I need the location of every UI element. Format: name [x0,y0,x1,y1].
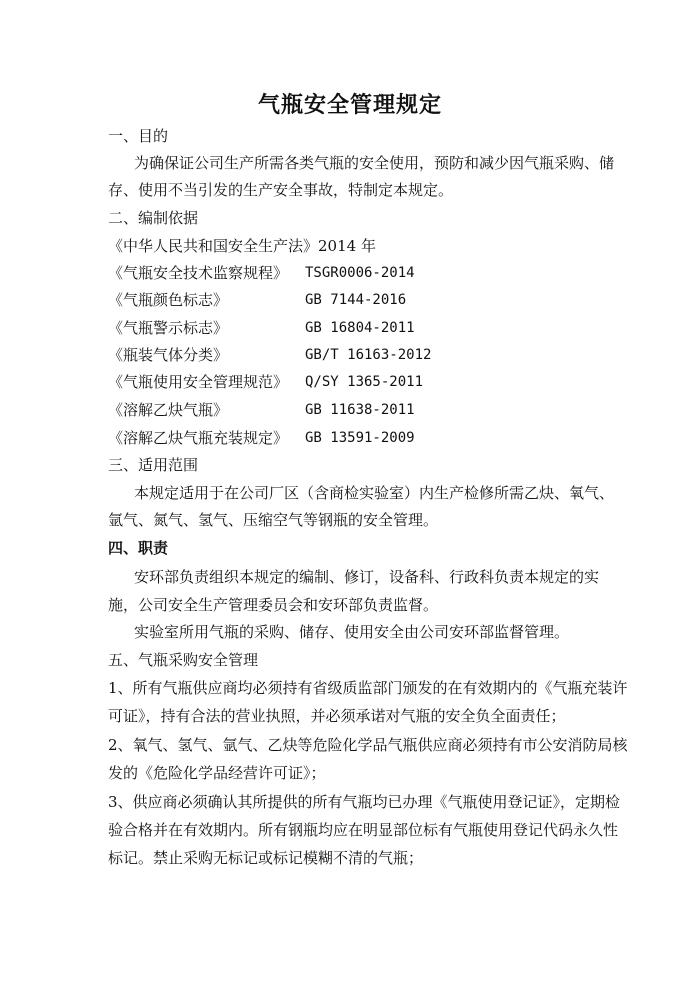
section-heading-scope: 三、适用范围 [108,456,199,474]
section-heading-responsibilities: 四、职责 [108,539,169,557]
reference-name: 《瓶装气体分类》 [108,346,229,364]
reference-code: GB/T 16163-2012 [305,347,432,363]
paragraph-line: 3、供应商必须确认其所提供的所有气瓶均已办理《气瓶使用登记证》，定期检 [108,793,621,811]
law-reference: 《中华人民共和国安全生产法》2014 年 [108,237,376,255]
reference-name: 《气瓶警示标志》 [108,319,229,337]
paragraph-line: 实验室所用气瓶的采购、储存、使用安全由公司安环部监督管理。 [134,623,570,641]
paragraph-line: 安环部负责组织本规定的编制、修订，设备科、行政科负责本规定的实 [134,568,600,586]
reference-code: TSGR0006-2014 [305,265,415,281]
reference-name: 《溶解乙炔气瓶》 [108,401,229,419]
section-heading-purpose: 一、目的 [108,127,169,145]
document-title: 气瓶安全管理规定 [257,93,442,118]
paragraph-line: 标记。禁止采购无标记或标记模糊不清的气瓶； [108,849,424,867]
paragraph-line: 验合格并在有效期内。所有钢瓶均应在明显部位标有气瓶使用登记代码永久性 [108,821,619,839]
reference-name: 《气瓶安全技术监察规程》 [108,264,289,282]
paragraph-line: 施，公司安全生产管理委员会和安环部负责监督。 [108,596,439,614]
paragraph-line: 本规定适用于在公司厂区（含商检实验室）内生产检修所需乙炔、氧气、 [134,484,615,502]
paragraph-line: 2、氧气、氢气、氩气、乙炔等危险化学品气瓶供应商必须持有市公安消防局核 [108,736,628,754]
paragraph-line: 可证》，持有合法的营业执照，并必须承诺对气瓶的安全负全面责任； [108,707,566,725]
reference-code: GB 13591-2009 [305,430,415,446]
paragraph-line: 1、所有气瓶供应商均必须持有省级质监部门颁发的在有效期内的《气瓶充装许 [108,679,628,697]
reference-name: 《溶解乙炔气瓶充装规定》 [108,429,289,447]
reference-name: 《气瓶颜色标志》 [108,291,229,309]
reference-name: 《气瓶使用安全管理规范》 [108,373,289,391]
section-heading-basis: 二、编制依据 [108,209,199,227]
reference-code: GB 7144-2016 [305,292,407,308]
paragraph-line: 发的《危险化学品经营许可证》； [108,764,326,782]
paragraph-line: 存、使用不当引发的生产安全事故，特制定本规定。 [108,181,454,199]
reference-code: GB 11638-2011 [305,402,415,418]
reference-code: Q/SY 1365-2011 [305,374,424,390]
section-heading-procurement: 五、气瓶采购安全管理 [108,651,259,669]
paragraph-line: 为确保证公司生产所需各类气瓶的安全使用，预防和减少因气瓶采购、储 [134,154,615,172]
reference-code: GB 16804-2011 [305,320,415,336]
paragraph-line: 氩气、氮气、氢气、压缩空气等钢瓶的安全管理。 [108,511,439,529]
